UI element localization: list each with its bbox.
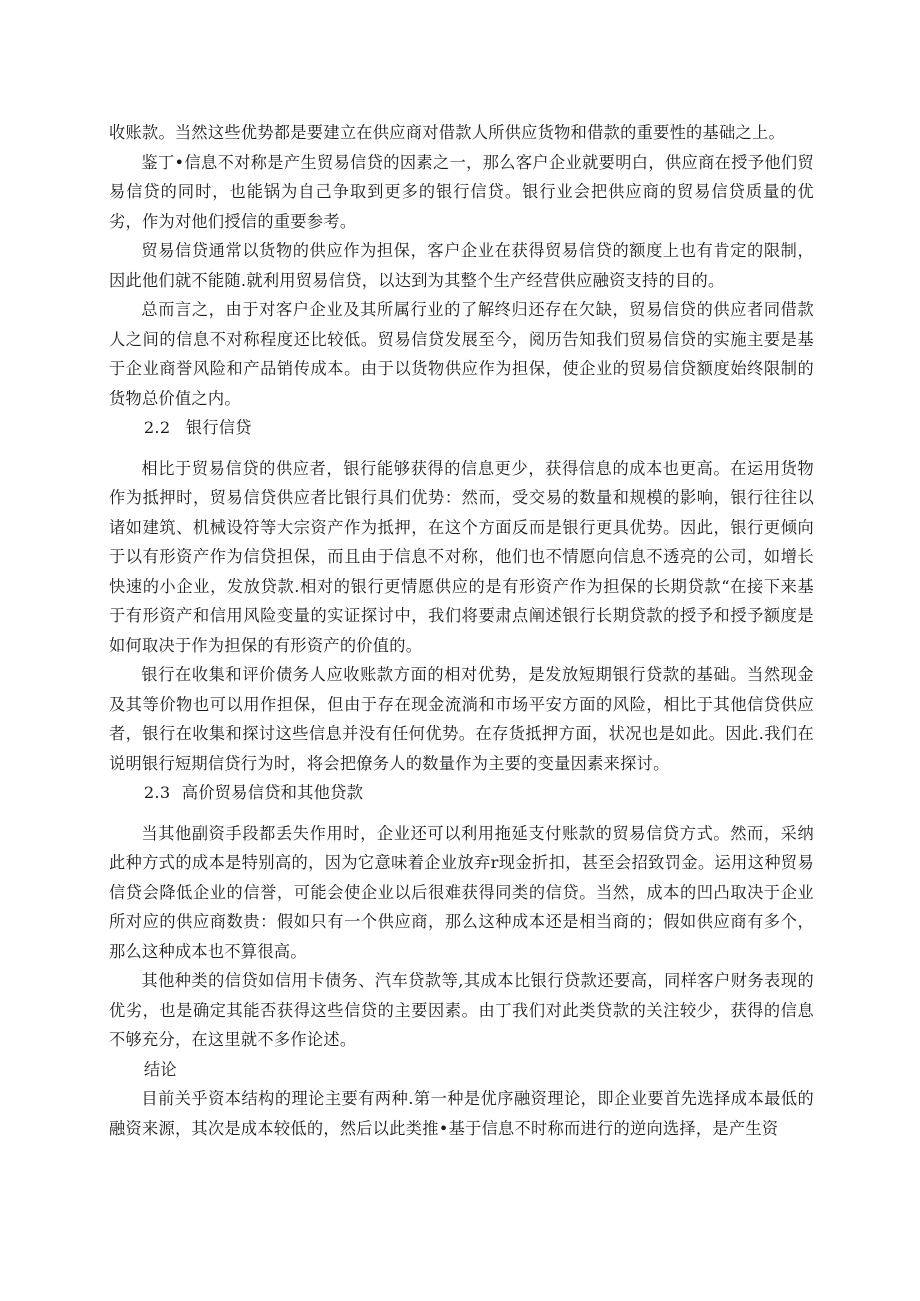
paragraph-9: 目前关乎资本结构的理论主要有两种.第一种是优序融资理论，即企业要首先选择成本最低的融资来源，其次是成本较低的，然后以此类推•基于信息不时称而进行的逆向选择，是产生资 (109, 1089, 814, 1138)
document-page (109, 118, 814, 1143)
section-heading-2-2 (109, 413, 814, 443)
section-heading-conclusion: 结论 (143, 1059, 177, 1079)
section-heading-2-3 (109, 778, 814, 808)
section-number: 2.3 (143, 783, 171, 802)
paragraph-6: 银行在收集和评价债务人应收账款方面的相对优势，是发放短期银行贷款的基础。当然现金及其等价物也可以用作担保，但由于存在现金流淌和市场平安方面的风险，相比于其他信贷供应者，银行在收集和探讨这些信息并没有任何优势。在存货抵押方面，状况也是如此。因此.我们在说明银行短期信贷行为时，将会把僚务人的数量作为主要的变量因素来探讨。 (109, 665, 814, 773)
paragraph-5: 相比于贸易信贷的供应者，银行能够获得的信息更少，获得信息的成本也更高。在运用货物作为抵押时，贸易信贷供应者比银行具们优势：然而，受交易的数量和规模的影响，银行往往以诸如建筑、机械设符等大宗资产作为抵押，在这个方面反而是银行更具优势。因此，银行更倾向于以有形资产作为信贷担保，而且由于信息不对称，他们也不情愿向信息不透亮的公司，如增长快速的小企业，发放贷款.相对的银行更情愿供应的是有形资产作为担保的长期贷款“在接下来基于有形资产和信用风险变量的实证探讨中，我们将要肃点阐述银行长期贷款的授予和授予额度是如何取决于作为担保的有形资产的价值的。 (109, 458, 814, 655)
paragraph-2: 鉴丁•信息不对称是产生贸易信贷的因素之一，那么客户企业就要明白，供应商在授予他们贸易信贷的同时，也能锅为自己争取到更多的银行信贷。银行业会把供应商的贸易信贷质量的优劣，作为对他们授信的重要参考。 (109, 152, 814, 231)
paragraph-7: 当其他副资手段都丢失作用时，企业还可以利用拖延支付账款的贸易信贷方式。然而，采纳此种方式的成本是特别高的，因为它意味着企业放弃r现金折扣，甚至会招致罚金。运用这种贸易信贷会降低企业的信誉，可能会使企业以后很难获得同类的信贷。当然，成本的凹凸取决于企业所对应的供应商数贵：假如只有一个供应商，那么这种成本还是相当商的；假如供应商有多个，那么这种成本也不算很高。 (109, 823, 814, 961)
paragraph-4: 总而言之，由于对客户企业及其所属行业的了解终归还存在欠缺，贸易信贷的供应者同借款人之间的信息不对称程度还比较低。贸易信贷发展至今，阅历告知我们贸易信贷的实施主要是基于企业商誉风险和产品销传成本。由于以货物供应作为担保，使企业的贸易信贷额度始终限制的货物总价值之内。 (109, 300, 814, 408)
section-number: 2.2 (143, 418, 171, 437)
section-title: 高价贸易信贷和其他贷款 (181, 783, 364, 802)
paragraph-1: 收账款。当然这些优势都是要建立在供应商对借款人所供应货物和借款的重要性的基础之上。 (109, 123, 785, 142)
section-title: 银行信贷 (185, 418, 252, 437)
paragraph-8: 其他种类的信贷如信用卡债务、汽车贷款等,其成本比银行贷款还要高，同样客户财务表现的优劣，也是确定其能否获得这些信贷的主要因素。由丁我们对此类贷款的关注较少，获得的信息不够充分，在这里就不多作论述。 (109, 971, 814, 1049)
paragraph-3: 贸易信贷通常以货物的供应作为担保，客户企业在获得贸易信贷的额度上也有肯定的限制，因此他们就不能随.就利用贸易信贷，以达到为其整个生产经营供应融资支持的目的。 (109, 241, 814, 290)
